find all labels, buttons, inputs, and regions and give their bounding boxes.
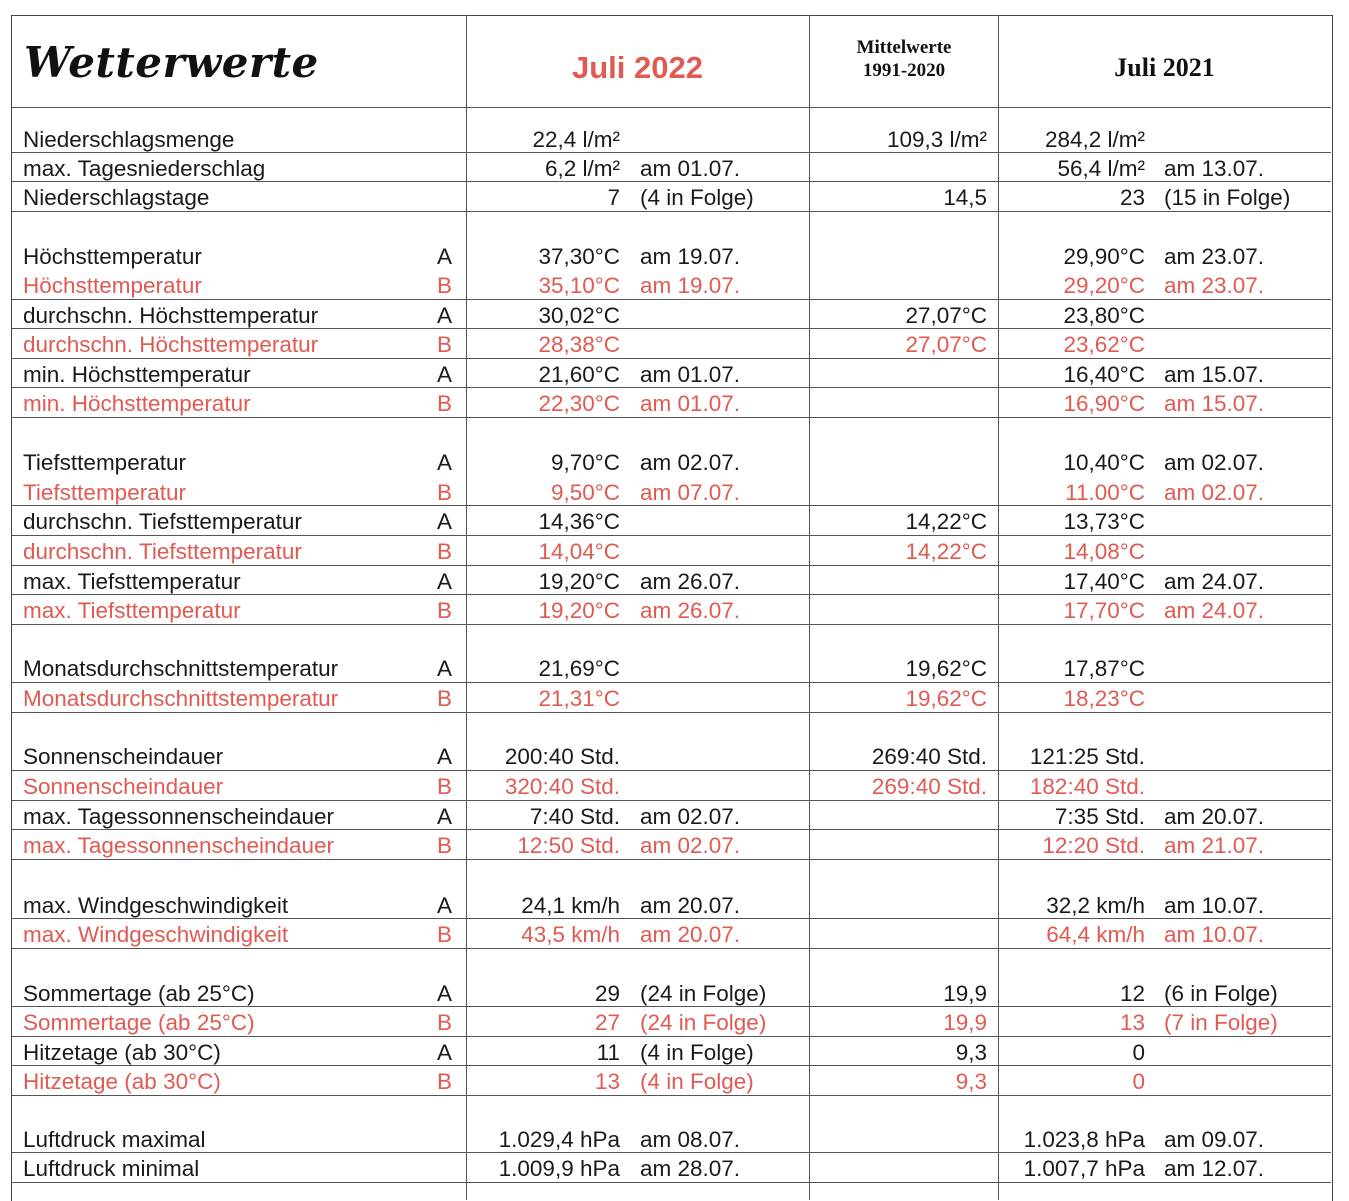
note-2021: am 09.07. (1164, 1127, 1265, 1152)
table-row (0, 506, 1349, 536)
row-station: B (437, 598, 453, 623)
value-2021: 56,4 l/m² (1057, 156, 1145, 181)
value-2021: 0 (1132, 1040, 1145, 1065)
note-2021: am 23.07. (1164, 244, 1265, 269)
table-row (0, 771, 1349, 801)
value-2022: 12:50 Std. (517, 833, 620, 858)
table-row (0, 536, 1349, 566)
value-2022: 14,04°C (538, 539, 620, 564)
value-mean: 109,3 l/m² (886, 127, 987, 152)
table-row (0, 1007, 1349, 1037)
note-2022: am 26.07. (640, 598, 741, 623)
row-label: min. Höchsttemperatur (23, 391, 251, 416)
table-row (0, 1037, 1349, 1067)
note-2021: am 15.07. (1164, 362, 1265, 387)
note-2021: am 02.07. (1164, 450, 1265, 475)
value-2022: 9,50°C (550, 480, 620, 505)
row-station: A (437, 303, 453, 328)
value-2022: 19,20°C (538, 569, 620, 594)
value-2022: 1.029,4 hPa (498, 1127, 620, 1152)
row-station: B (437, 273, 453, 298)
table-row (0, 359, 1349, 389)
value-2021: 1.007,7 hPa (1023, 1156, 1145, 1181)
table-row (0, 1066, 1349, 1096)
value-2021: 13,73°C (1063, 509, 1145, 534)
table-row (0, 388, 1349, 418)
table-row (0, 1153, 1349, 1183)
row-label: max. Windgeschwindigkeit (23, 893, 289, 918)
row-station: A (437, 981, 453, 1006)
value-2022: 6,2 l/m² (544, 156, 620, 181)
value-2021: 23 (1119, 185, 1145, 210)
value-2021: 17,87°C (1063, 656, 1145, 681)
table-row (0, 477, 1349, 507)
value-2021: 29,20°C (1063, 273, 1145, 298)
row-label: max. Tiefsttemperatur (23, 569, 241, 594)
note-2021: am 15.07. (1164, 391, 1265, 416)
value-2021: 182:40 Std. (1029, 774, 1145, 799)
value-2021: 18,23°C (1063, 686, 1145, 711)
row-station: B (437, 774, 453, 799)
value-2021: 17,40°C (1063, 569, 1145, 594)
row-label: Monatsdurchschnittstemperatur (23, 656, 339, 681)
column-header-mean-line2: 1991-2020 (862, 60, 946, 81)
value-2021: 284,2 l/m² (1044, 127, 1145, 152)
value-2021: 29,90°C (1063, 244, 1145, 269)
note-2021: am 12.07. (1164, 1156, 1265, 1181)
value-mean: 27,07°C (905, 303, 987, 328)
table-row (0, 447, 1349, 477)
note-2021: am 21.07. (1164, 833, 1265, 858)
row-station: A (437, 656, 453, 681)
table-title: Wetterwerte (24, 38, 319, 87)
table-row (0, 653, 1349, 683)
value-2022: 11 (596, 1040, 620, 1065)
note-2021: am 24.07. (1164, 569, 1265, 594)
table-row (0, 124, 1349, 154)
table-row (0, 241, 1349, 271)
value-mean: 19,9 (943, 1010, 987, 1035)
row-label: Höchsttemperatur (23, 244, 202, 269)
value-2022: 21,60°C (538, 362, 620, 387)
row-label: min. Höchsttemperatur (23, 362, 251, 387)
value-2021: 11.00°C (1065, 480, 1145, 505)
note-2022: (24 in Folge) (640, 981, 767, 1006)
value-2021: 1.023,8 hPa (1023, 1127, 1145, 1152)
row-station: A (437, 362, 453, 387)
note-2022: am 20.07. (640, 893, 741, 918)
note-2022: (4 in Folge) (640, 1040, 754, 1065)
row-station: A (437, 804, 453, 829)
row-station: B (437, 833, 453, 858)
value-2022: 1.009,9 hPa (498, 1156, 620, 1181)
row-station: A (437, 450, 453, 475)
table-row (0, 683, 1349, 713)
note-2022: am 01.07. (640, 391, 741, 416)
row-label: Monatsdurchschnittstemperatur (23, 686, 339, 711)
value-2021: 16,40°C (1063, 362, 1145, 387)
note-2021: am 10.07. (1164, 922, 1265, 947)
row-label: Sommertage (ab 25°C) (23, 981, 255, 1006)
note-2022: am 02.07. (640, 450, 741, 475)
value-mean: 19,9 (943, 981, 987, 1006)
row-station: B (437, 922, 453, 947)
note-2022: (4 in Folge) (640, 1069, 754, 1094)
value-2022: 28,38°C (538, 332, 620, 357)
value-2021: 12 (1119, 981, 1145, 1006)
column-header-mean (810, 36, 998, 82)
value-mean: 14,22°C (905, 509, 987, 534)
row-label: durchschn. Höchsttemperatur (23, 303, 319, 328)
note-2022: am 08.07. (640, 1127, 741, 1152)
value-2022: 7:40 Std. (529, 804, 620, 829)
value-2021: 64,4 km/h (1046, 922, 1145, 947)
note-2022: am 02.07. (640, 833, 741, 858)
value-2021: 0 (1132, 1069, 1145, 1094)
row-station: B (437, 1069, 453, 1094)
value-mean: 27,07°C (905, 332, 987, 357)
note-2022: am 01.07. (640, 362, 741, 387)
row-label: Höchsttemperatur (23, 273, 202, 298)
value-2021: 16,90°C (1063, 391, 1145, 416)
value-2022: 27 (594, 1010, 620, 1035)
note-2021: am 23.07. (1164, 273, 1265, 298)
note-2022: am 19.07. (640, 244, 741, 269)
note-2021: am 02.07. (1164, 480, 1265, 505)
note-2022: (4 in Folge) (640, 185, 754, 210)
table-row (0, 890, 1349, 920)
table-row (0, 153, 1349, 183)
row-label: Niederschlagsmenge (23, 127, 235, 152)
row-station: A (437, 744, 453, 769)
value-2021: 12:20 Std. (1042, 833, 1145, 858)
row-station: A (437, 893, 453, 918)
table-row (0, 801, 1349, 831)
row-label: max. Tiefsttemperatur (23, 598, 241, 623)
row-label: Luftdruck minimal (23, 1156, 200, 1181)
row-divider (11, 107, 1331, 108)
column-header-2022: Juli 2022 (572, 50, 703, 85)
table-row (0, 270, 1349, 300)
note-2022: am 01.07. (640, 156, 741, 181)
table-row (0, 919, 1349, 949)
note-2022: am 26.07. (640, 569, 741, 594)
row-label: durchschn. Tiefsttemperatur (23, 509, 302, 534)
value-2021: 23,62°C (1063, 332, 1145, 357)
note-2021: (6 in Folge) (1164, 981, 1278, 1006)
note-2022: am 19.07. (640, 273, 741, 298)
value-2021: 7:35 Std. (1054, 804, 1145, 829)
note-2022: am 28.07. (640, 1156, 741, 1181)
value-2021: 13 (1119, 1010, 1145, 1035)
table-row (0, 830, 1349, 860)
table-row (0, 1124, 1349, 1154)
value-mean: 19,62°C (905, 686, 987, 711)
value-2022: 13 (594, 1069, 620, 1094)
row-station: B (437, 332, 453, 357)
value-2021: 121:25 Std. (1029, 744, 1145, 769)
row-label: Niederschlagstage (23, 185, 210, 210)
note-2021: am 10.07. (1164, 893, 1265, 918)
row-station: B (437, 539, 453, 564)
table-row (0, 741, 1349, 771)
table-row (0, 566, 1349, 596)
row-label: Tiefsttemperatur (23, 480, 186, 505)
row-label: Sommertage (ab 25°C) (23, 1010, 255, 1035)
note-2021: (15 in Folge) (1164, 185, 1291, 210)
row-station: B (437, 480, 453, 505)
value-2022: 9,70°C (550, 450, 620, 475)
value-2022: 200:40 Std. (504, 744, 620, 769)
column-header-mean-line1: Mittelwerte (856, 37, 952, 58)
value-2022: 43,5 km/h (521, 922, 620, 947)
value-2021: 14,08°C (1063, 539, 1145, 564)
value-2022: 21,69°C (538, 656, 620, 681)
value-2022: 22,4 l/m² (532, 127, 620, 152)
note-2022: am 02.07. (640, 804, 741, 829)
value-2022: 35,10°C (538, 273, 620, 298)
row-station: A (437, 244, 453, 269)
table-row (0, 182, 1349, 212)
value-mean: 19,62°C (905, 656, 987, 681)
row-label: Tiefsttemperatur (23, 450, 186, 475)
value-2022: 37,30°C (538, 244, 620, 269)
row-label: durchschn. Tiefsttemperatur (23, 539, 302, 564)
note-2021: am 13.07. (1164, 156, 1265, 181)
value-2022: 320:40 Std. (504, 774, 620, 799)
row-station: A (437, 509, 453, 534)
table-row (0, 978, 1349, 1008)
table-row (0, 595, 1349, 625)
row-label: Hitzetage (ab 30°C) (23, 1069, 221, 1094)
row-label: max. Windgeschwindigkeit (23, 922, 289, 947)
note-2022: am 07.07. (640, 480, 741, 505)
value-mean: 9,3 (955, 1040, 987, 1065)
value-mean: 14,22°C (905, 539, 987, 564)
value-2021: 17,70°C (1063, 598, 1145, 623)
note-2022: am 20.07. (640, 922, 741, 947)
row-label: max. Tagessonnenscheindauer (23, 833, 335, 858)
value-2021: 32,2 km/h (1046, 893, 1145, 918)
value-2022: 14,36°C (538, 509, 620, 534)
row-label: Sonnenscheindauer (23, 744, 224, 769)
row-station: A (437, 1040, 453, 1065)
value-2022: 29 (594, 981, 620, 1006)
note-2021: am 20.07. (1164, 804, 1265, 829)
row-label: max. Tagessonnenscheindauer (23, 804, 335, 829)
value-mean: 9,3 (955, 1069, 987, 1094)
row-label: Hitzetage (ab 30°C) (23, 1040, 221, 1065)
value-mean: 269:40 Std. (871, 774, 987, 799)
table-row (0, 329, 1349, 359)
row-label: Luftdruck maximal (23, 1127, 206, 1152)
row-station: B (437, 391, 453, 416)
value-2022: 21,31°C (538, 686, 620, 711)
value-mean: 14,5 (943, 185, 987, 210)
value-2022: 19,20°C (538, 598, 620, 623)
row-label: max. Tagesniederschlag (23, 156, 266, 181)
table-row (0, 300, 1349, 330)
row-station: A (437, 569, 453, 594)
row-label: durchschn. Höchsttemperatur (23, 332, 319, 357)
note-2021: am 24.07. (1164, 598, 1265, 623)
row-label: Sonnenscheindauer (23, 774, 224, 799)
value-2022: 22,30°C (538, 391, 620, 416)
value-2022: 7 (607, 185, 620, 210)
value-2021: 23,80°C (1063, 303, 1145, 328)
row-station: B (437, 1010, 453, 1035)
note-2022: (24 in Folge) (640, 1010, 767, 1035)
column-header-2021: Juli 2021 (1114, 53, 1215, 82)
value-2022: 30,02°C (538, 303, 620, 328)
value-2022: 24,1 km/h (521, 893, 620, 918)
value-mean: 269:40 Std. (871, 744, 987, 769)
row-station: B (437, 686, 453, 711)
note-2021: (7 in Folge) (1164, 1010, 1278, 1035)
value-2021: 10,40°C (1063, 450, 1145, 475)
